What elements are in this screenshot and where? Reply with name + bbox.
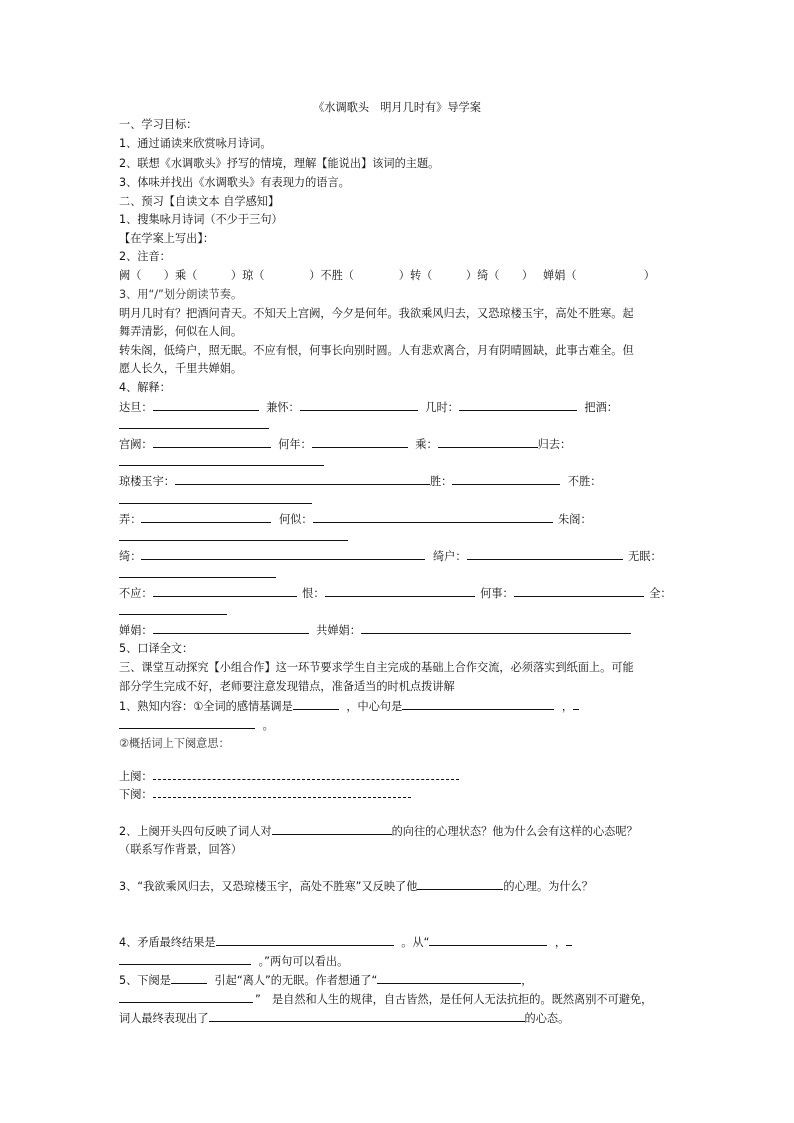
pinyin-qiong: 琼（ ） [242, 269, 321, 282]
q1-end: 。 [262, 719, 274, 732]
section-3-heading-cont: 部分学生完成不好，老师要注意发现错点，准备适当的时机点拨讲解 [119, 680, 455, 693]
answer-blank[interactable] [153, 585, 297, 597]
s3-question-1 [119, 698, 579, 714]
answer-blank[interactable] [438, 436, 538, 448]
term-zhuge: 朱阁： [558, 513, 592, 526]
answer-line[interactable] [119, 503, 312, 504]
vocab-row-2 [119, 436, 571, 452]
answer-blank[interactable] [566, 934, 572, 946]
term-chanjuan: 婵娟： [119, 624, 153, 637]
term-gongque: 宫阙： [119, 438, 153, 451]
q1-text: 1、熟知内容：①全词的感情基调是 [119, 700, 293, 713]
term-sheng: 胜： [429, 475, 453, 488]
answer-blank[interactable] [175, 473, 430, 485]
term-heshi: 何事： [480, 587, 514, 600]
poem-line-4: 愿人长久，千里共婵娟。 [119, 362, 243, 375]
term-bajiu: 把酒： [584, 401, 618, 414]
vocab-row-3 [119, 473, 601, 489]
answer-blank[interactable] [153, 787, 411, 798]
term-hen: 恨： [302, 587, 325, 600]
goal-2: 2、联想《水调歌头》抒写的情境，理解【能说出】该词的主题。 [119, 157, 440, 170]
q4-end: 。”两句可以看出。 [258, 955, 349, 968]
q5-text-3: ” 是自然和人生的规律，自古皆然，是任何人无法抗拒的。既然离别不可避免， [255, 993, 653, 1006]
page-title: 《水调歌头 明月几时有》导学案 [313, 101, 481, 114]
question-5: 5、口译全文： [119, 642, 194, 655]
s3-question-3 [119, 878, 593, 894]
term-hesi: 何似： [278, 513, 313, 526]
term-buying: 不应： [119, 587, 153, 600]
q2-text-2: 的向往的心理状态？他为什么会有这样的心态呢？ [391, 825, 638, 838]
answer-line[interactable] [119, 465, 324, 466]
answer-blank[interactable] [171, 972, 207, 984]
answer-line[interactable] [119, 614, 227, 615]
term-qionglou: 琼楼玉宇： [119, 475, 175, 488]
term-dadan: 达旦： [119, 401, 153, 414]
q5-text: 5、下阕是 [119, 974, 171, 987]
answer-blank[interactable] [119, 717, 255, 729]
answer-blank[interactable] [293, 698, 339, 710]
section-3-heading: 三、课堂互动探究【小组合作】这一环节要求学生自主完成的基础上合作交流，必须落实到纸面上。可能 [119, 661, 634, 674]
pinyin-qi: 绮（ ） [477, 269, 534, 282]
pinyin-que: 阙（ ） [119, 269, 175, 282]
term-henian: 何年： [278, 438, 312, 451]
q5-text-2: 引起“离人”的无眠。作者想通了“ [214, 974, 378, 987]
answer-blank[interactable] [300, 399, 418, 411]
poem-line-1: 明月几时有？把酒问青天。不知天上宫阙，今夕是何年。我欲乘风归去，又恐琼楼玉宇，高处不胜寒。起 [119, 307, 634, 320]
shang-que-label: 上阕： [119, 770, 153, 783]
term-busheng: 不胜： [567, 475, 602, 488]
answer-blank[interactable] [153, 769, 459, 780]
term-jishi: 几时： [425, 401, 459, 414]
answer-line[interactable] [119, 540, 348, 541]
answer-blank[interactable] [141, 511, 271, 523]
answer-blank[interactable] [141, 548, 425, 560]
answer-blank[interactable] [325, 585, 475, 597]
term-guiqu: 归去： [537, 438, 572, 451]
xia-que [119, 787, 411, 802]
term-qihu: 绮户： [432, 550, 467, 563]
s3-question-4 [119, 934, 572, 950]
q3-text-2: 的心理。为什么？ [503, 880, 593, 893]
answer-blank[interactable] [452, 473, 560, 485]
q2-text: 2、上阕开头四句反映了词人对 [119, 825, 272, 838]
pinyin-row [119, 268, 655, 283]
term-cheng: 乘： [415, 438, 438, 451]
answer-blank[interactable] [153, 622, 309, 634]
s3-question-5-cont [119, 991, 652, 1007]
answer-blank[interactable] [119, 991, 253, 1003]
answer-blank[interactable] [459, 399, 577, 411]
term-qi: 绮： [119, 550, 142, 563]
question-3: 3、用“/”划分朗读节奏。 [119, 288, 243, 301]
pinyin-zhuan: 转（ ） [409, 269, 478, 282]
xia-que-label: 下阕： [119, 788, 153, 801]
answer-blank[interactable] [119, 953, 251, 965]
answer-blank[interactable] [402, 698, 554, 710]
vocab-row-7 [119, 622, 631, 638]
vocab-row-4 [119, 511, 592, 527]
s3-question-1-cont [119, 717, 274, 733]
term-quan: 全： [649, 587, 672, 600]
s3-question-5 [119, 972, 532, 988]
term-wumian: 无眠： [628, 550, 662, 563]
poem-line-2: 舞弄清影，何似在人间。 [119, 325, 243, 338]
answer-blank[interactable] [216, 934, 394, 946]
answer-blank[interactable] [153, 399, 259, 411]
answer-blank[interactable] [429, 934, 547, 946]
question-2: 2、注音： [119, 250, 171, 263]
q4-text: 4、矛盾最终结果是 [119, 936, 216, 949]
goal-3: 3、体味并找出《水调歌头》有表现力的语言。 [119, 176, 350, 189]
pinyin-chanjuan: 婵娟（ ） [543, 269, 655, 282]
q1-comma: ， [561, 700, 574, 713]
term-gongchanjuan: 共婵娟： [316, 624, 361, 637]
term-nong: 弄： [119, 513, 142, 526]
answer-blank[interactable] [377, 972, 521, 984]
s3-question-2 [119, 823, 638, 839]
q5-text-5: 的心态。 [524, 1012, 570, 1025]
question-1: 1、搜集咏月诗词（不少于三句） [119, 213, 283, 226]
q5-text-4: 词人最终表现出了 [119, 1012, 209, 1025]
q4-text-2: 。从“ [401, 936, 430, 949]
question-1-note: 【在学案上写出】： [119, 232, 215, 245]
pinyin-busheng: 不胜（ ） [320, 269, 410, 282]
answer-blank[interactable] [361, 622, 631, 634]
answer-blank[interactable] [467, 548, 623, 560]
section-1-heading: 一、学习目标： [119, 118, 198, 131]
s3-question-5-end [119, 1010, 569, 1026]
shang-que [119, 769, 459, 784]
answer-blank[interactable] [272, 823, 392, 835]
section-2-heading: 二、预习【自读文本 自学感知】 [119, 195, 280, 208]
vocab-row-1 [119, 399, 618, 415]
answer-blank[interactable] [514, 585, 644, 597]
answer-blank[interactable] [312, 436, 408, 448]
answer-blank[interactable] [573, 698, 579, 710]
answer-blank[interactable] [153, 436, 271, 448]
q3-text: 3、“我欲乘风归去，又恐琼楼玉宇，高处不胜寒”又反映了他 [119, 880, 418, 893]
vocab-row-6 [119, 585, 672, 601]
answer-blank[interactable] [313, 511, 553, 523]
q1-text-2: ，中心句是 [346, 700, 403, 713]
q5-comma: ， [521, 974, 533, 987]
vocab-row-5 [119, 548, 662, 564]
answer-line[interactable] [119, 577, 276, 578]
pinyin-cheng: 乘（ ） [174, 269, 243, 282]
term-jianhuai: 兼怀： [266, 401, 300, 414]
answer-blank[interactable] [417, 878, 503, 890]
answer-blank[interactable] [209, 1010, 525, 1022]
question-4: 4、解释： [119, 381, 171, 394]
q4-comma: ， [554, 936, 567, 949]
s3-question-2-note: （联系写作背景，回答） [119, 843, 243, 856]
s3-question-1-sub: ②概括词上下阕意思： [119, 737, 230, 750]
s3-question-4-cont [119, 953, 348, 969]
poem-line-3: 转朱阁，低绮户，照无眠。不应有恨，何事长向别时圆。人有悲欢离合，月有阴晴圆缺，此事古难全。但 [119, 344, 634, 357]
answer-line[interactable] [119, 428, 269, 429]
goal-1: 1、通过诵读来欣赏咏月诗词。 [119, 137, 272, 150]
